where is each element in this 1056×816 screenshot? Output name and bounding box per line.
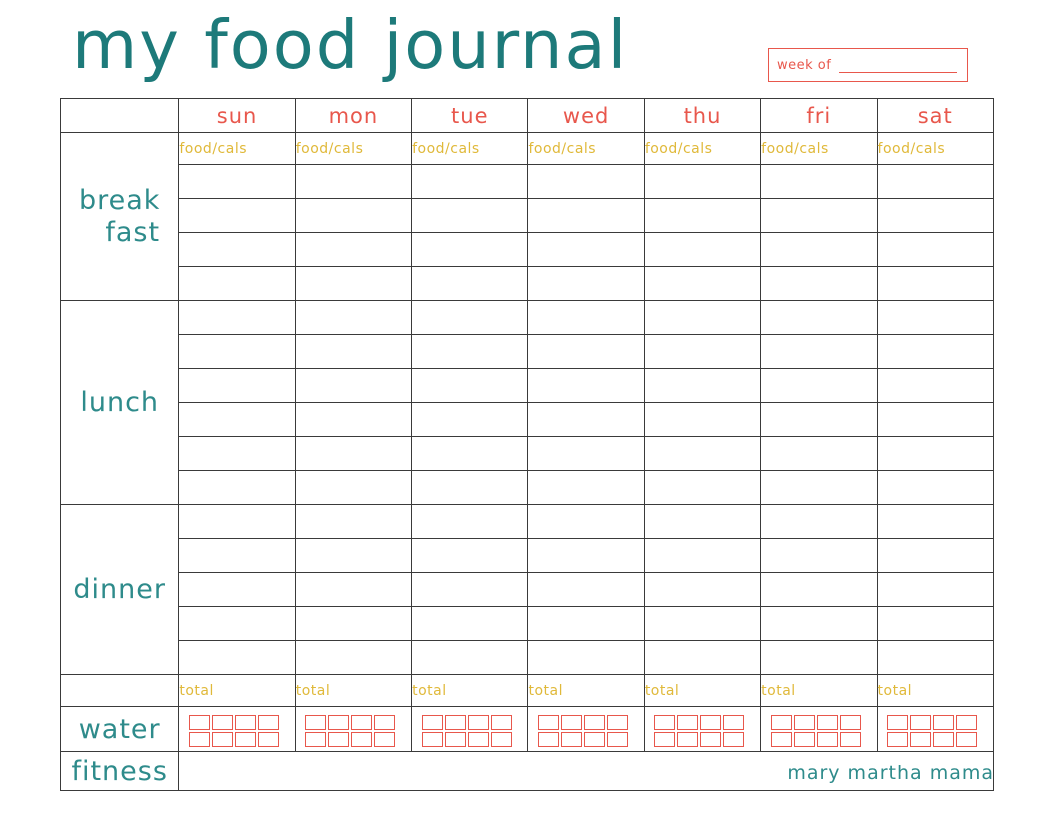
total-cell-sun[interactable]: total (179, 675, 295, 707)
meal-label-dinner (61, 505, 179, 675)
water-checkbox-group-wed (538, 715, 634, 747)
water-checkbox[interactable] (723, 732, 744, 747)
water-checkbox[interactable] (654, 715, 675, 730)
lunch-entry-cell-sat[interactable] (877, 471, 993, 505)
water-checkbox[interactable] (584, 715, 605, 730)
water-checkbox[interactable] (422, 732, 443, 747)
lunch-entry-cell-tue[interactable] (412, 437, 528, 471)
lunch-entry-cell-thu[interactable] (644, 471, 760, 505)
water-checkbox[interactable] (422, 715, 443, 730)
breakfast-foodcals-header-wed: food/cals (528, 133, 644, 165)
day-header-fri: fri (761, 99, 877, 133)
breakfast-entry-cell-tue[interactable] (412, 165, 528, 199)
breakfast-entry-cell-fri[interactable] (761, 233, 877, 267)
water-checkbox-group-sun (189, 715, 285, 747)
dinner-entry-cell-fri[interactable] (761, 607, 877, 641)
water-checkbox[interactable] (887, 715, 908, 730)
lunch-entry-row (61, 403, 994, 437)
lunch-entry-cell-sat[interactable] (877, 403, 993, 437)
total-cell-tue[interactable]: total (412, 675, 528, 707)
water-label: water (61, 707, 179, 752)
water-checkbox[interactable] (538, 715, 559, 730)
water-checkbox[interactable] (445, 732, 466, 747)
water-checkbox[interactable] (468, 715, 489, 730)
week-of-label: week of (777, 58, 832, 73)
dinner-entry-cell-sun[interactable] (179, 505, 295, 539)
water-checkbox[interactable] (189, 715, 210, 730)
breakfast-entry-cell-thu[interactable] (644, 199, 760, 233)
breakfast-entry-cell-fri[interactable] (761, 165, 877, 199)
meal-label-breakfast (61, 133, 179, 301)
dinner-entry-cell-sat[interactable] (877, 573, 993, 607)
water-checkbox[interactable] (933, 715, 954, 730)
breakfast-subheader-row (61, 133, 994, 165)
water-cell-sun (179, 707, 295, 752)
breakfast-entry-cell-mon[interactable] (295, 233, 411, 267)
dinner-entry-cell-fri[interactable] (761, 641, 877, 675)
water-checkbox[interactable] (817, 732, 838, 747)
dinner-entry-cell-sun[interactable] (179, 573, 295, 607)
water-checkbox[interactable] (700, 715, 721, 730)
breakfast-entry-cell-sun[interactable] (179, 199, 295, 233)
water-checkbox[interactable] (817, 715, 838, 730)
water-checkbox-group-fri (771, 715, 867, 747)
dinner-entry-cell-sun[interactable] (179, 539, 295, 573)
lunch-entry-cell-thu[interactable] (644, 301, 760, 335)
day-header-wed: wed (528, 99, 644, 133)
dinner-entry-cell-tue[interactable] (412, 573, 528, 607)
breakfast-entry-row (61, 233, 994, 267)
total-cell-mon[interactable]: total (295, 675, 411, 707)
breakfast-entry-cell-fri[interactable] (761, 199, 877, 233)
lunch-entry-cell-mon[interactable] (295, 369, 411, 403)
dinner-entry-row (61, 607, 994, 641)
dinner-entry-row (61, 505, 994, 539)
water-checkbox[interactable] (212, 732, 233, 747)
dinner-entry-cell-mon[interactable] (295, 641, 411, 675)
water-checkbox[interactable] (328, 715, 349, 730)
lunch-entry-cell-wed[interactable] (528, 335, 644, 369)
totals-row (61, 675, 994, 707)
breakfast-foodcals-header-sat: food/cals (877, 133, 993, 165)
water-cell-mon (295, 707, 411, 752)
water-checkbox[interactable] (794, 715, 815, 730)
lunch-entry-cell-thu[interactable] (644, 369, 760, 403)
lunch-entry-cell-sun[interactable] (179, 403, 295, 437)
water-checkbox[interactable] (677, 715, 698, 730)
day-header-sun: sun (179, 99, 295, 133)
header-corner-cell (61, 99, 179, 133)
dinner-entry-cell-thu[interactable] (644, 505, 760, 539)
dinner-entry-cell-mon[interactable] (295, 573, 411, 607)
water-checkbox[interactable] (374, 732, 395, 747)
breakfast-entry-cell-tue[interactable] (412, 267, 528, 301)
lunch-entry-cell-fri[interactable] (761, 369, 877, 403)
water-cell-fri (761, 707, 877, 752)
water-checkbox[interactable] (491, 732, 512, 747)
fitness-label: fitness (61, 752, 179, 791)
day-header-row (61, 99, 994, 133)
lunch-entry-row (61, 437, 994, 471)
water-checkbox[interactable] (794, 732, 815, 747)
lunch-entry-cell-fri[interactable] (761, 301, 877, 335)
dinner-entry-cell-sat[interactable] (877, 641, 993, 675)
day-header-thu: thu (644, 99, 760, 133)
dinner-entry-row (61, 573, 994, 607)
water-checkbox[interactable] (351, 732, 372, 747)
dinner-entry-cell-fri[interactable] (761, 539, 877, 573)
dinner-entry-cell-thu[interactable] (644, 607, 760, 641)
lunch-entry-cell-fri[interactable] (761, 471, 877, 505)
water-checkbox-group-tue (422, 715, 518, 747)
water-checkbox[interactable] (445, 715, 466, 730)
dinner-entry-row (61, 539, 994, 573)
lunch-entry-cell-tue[interactable] (412, 301, 528, 335)
lunch-entry-cell-fri[interactable] (761, 403, 877, 437)
breakfast-entry-cell-sun[interactable] (179, 165, 295, 199)
lunch-entry-cell-sat[interactable] (877, 369, 993, 403)
dinner-entry-cell-fri[interactable] (761, 573, 877, 607)
breakfast-entry-cell-thu[interactable] (644, 165, 760, 199)
water-checkbox[interactable] (887, 732, 908, 747)
water-checkbox[interactable] (910, 715, 931, 730)
week-of-field[interactable] (768, 48, 968, 82)
water-checkbox-group-mon (305, 715, 401, 747)
breakfast-foodcals-header-fri: food/cals (761, 133, 877, 165)
dinner-entry-cell-mon[interactable] (295, 539, 411, 573)
breakfast-entry-cell-sat[interactable] (877, 165, 993, 199)
water-checkbox[interactable] (840, 715, 861, 730)
lunch-entry-cell-sun[interactable] (179, 471, 295, 505)
lunch-entry-cell-thu[interactable] (644, 437, 760, 471)
lunch-entry-cell-mon[interactable] (295, 403, 411, 437)
water-checkbox[interactable] (305, 715, 326, 730)
breakfast-entry-cell-fri[interactable] (761, 267, 877, 301)
breakfast-entry-cell-wed[interactable] (528, 165, 644, 199)
dinner-entry-cell-sun[interactable] (179, 641, 295, 675)
breakfast-foodcals-header-tue: food/cals (412, 133, 528, 165)
dinner-entry-cell-mon[interactable] (295, 505, 411, 539)
breakfast-entry-cell-sun[interactable] (179, 233, 295, 267)
lunch-entry-cell-mon[interactable] (295, 437, 411, 471)
water-checkbox[interactable] (305, 732, 326, 747)
breakfast-foodcals-header-thu: food/cals (644, 133, 760, 165)
lunch-entry-row (61, 335, 994, 369)
water-checkbox[interactable] (538, 732, 559, 747)
lunch-entry-cell-fri[interactable] (761, 437, 877, 471)
title-row (0, 4, 1056, 90)
dinner-entry-cell-wed[interactable] (528, 573, 644, 607)
lunch-entry-cell-wed[interactable] (528, 301, 644, 335)
footer-credit: mary martha mama (787, 762, 994, 784)
breakfast-entry-cell-mon[interactable] (295, 199, 411, 233)
breakfast-entry-cell-sun[interactable] (179, 267, 295, 301)
lunch-entry-cell-sun[interactable] (179, 335, 295, 369)
water-checkbox[interactable] (561, 715, 582, 730)
lunch-entry-cell-fri[interactable] (761, 335, 877, 369)
lunch-entry-cell-tue[interactable] (412, 369, 528, 403)
day-header-sat: sat (877, 99, 993, 133)
meal-label-line1: dinner (73, 573, 166, 605)
water-checkbox[interactable] (258, 732, 279, 747)
week-of-input-line[interactable] (839, 72, 957, 73)
water-checkbox[interactable] (933, 732, 954, 747)
total-cell-fri[interactable]: total (761, 675, 877, 707)
water-checkbox[interactable] (723, 715, 744, 730)
water-checkbox[interactable] (607, 732, 628, 747)
dinner-entry-cell-sat[interactable] (877, 505, 993, 539)
breakfast-entry-cell-tue[interactable] (412, 199, 528, 233)
breakfast-entry-cell-thu[interactable] (644, 267, 760, 301)
dinner-entry-cell-sun[interactable] (179, 607, 295, 641)
lunch-entry-row (61, 471, 994, 505)
water-checkbox-group-sat (887, 715, 983, 747)
lunch-entry-cell-tue[interactable] (412, 471, 528, 505)
water-checkbox[interactable] (654, 732, 675, 747)
total-cell-wed[interactable]: total (528, 675, 644, 707)
lunch-entry-cell-mon[interactable] (295, 301, 411, 335)
breakfast-entry-cell-thu[interactable] (644, 233, 760, 267)
lunch-entry-row (61, 369, 994, 403)
water-checkbox[interactable] (607, 715, 628, 730)
day-header-mon: mon (295, 99, 411, 133)
breakfast-entry-cell-tue[interactable] (412, 233, 528, 267)
lunch-entry-cell-wed[interactable] (528, 437, 644, 471)
lunch-entry-cell-mon[interactable] (295, 335, 411, 369)
water-checkbox[interactable] (258, 715, 279, 730)
breakfast-entry-cell-sat[interactable] (877, 233, 993, 267)
lunch-entry-cell-thu[interactable] (644, 335, 760, 369)
meal-label-line2: fast (105, 216, 161, 248)
breakfast-foodcals-header-sun: food/cals (179, 133, 295, 165)
dinner-entry-cell-tue[interactable] (412, 641, 528, 675)
breakfast-entry-cell-mon[interactable] (295, 165, 411, 199)
water-checkbox[interactable] (235, 732, 256, 747)
water-checkbox[interactable] (561, 732, 582, 747)
day-header-tue: tue (412, 99, 528, 133)
water-checkbox[interactable] (910, 732, 931, 747)
totals-row-label-cell (61, 675, 179, 707)
lunch-entry-cell-sat[interactable] (877, 335, 993, 369)
dinner-entry-cell-sat[interactable] (877, 539, 993, 573)
water-checkbox[interactable] (956, 732, 977, 747)
water-cell-wed (528, 707, 644, 752)
dinner-entry-cell-tue[interactable] (412, 505, 528, 539)
water-checkbox[interactable] (584, 732, 605, 747)
dinner-entry-cell-thu[interactable] (644, 641, 760, 675)
lunch-entry-cell-wed[interactable] (528, 403, 644, 437)
water-checkbox[interactable] (189, 732, 210, 747)
water-checkbox[interactable] (840, 732, 861, 747)
dinner-entry-cell-sat[interactable] (877, 607, 993, 641)
meal-label-line1: break (78, 185, 161, 217)
breakfast-entry-row (61, 267, 994, 301)
water-checkbox[interactable] (771, 715, 792, 730)
water-checkbox[interactable] (328, 732, 349, 747)
lunch-entry-cell-sat[interactable] (877, 301, 993, 335)
lunch-entry-cell-sat[interactable] (877, 437, 993, 471)
dinner-entry-cell-tue[interactable] (412, 607, 528, 641)
water-cell-tue (412, 707, 528, 752)
lunch-entry-cell-thu[interactable] (644, 403, 760, 437)
water-checkbox[interactable] (956, 715, 977, 730)
water-checkbox[interactable] (491, 715, 512, 730)
breakfast-entry-cell-wed[interactable] (528, 267, 644, 301)
lunch-entry-cell-tue[interactable] (412, 335, 528, 369)
water-checkbox[interactable] (374, 715, 395, 730)
journal-table (60, 98, 994, 791)
water-checkbox[interactable] (700, 732, 721, 747)
dinner-entry-cell-mon[interactable] (295, 607, 411, 641)
lunch-entry-cell-mon[interactable] (295, 471, 411, 505)
lunch-entry-cell-tue[interactable] (412, 403, 528, 437)
water-cell-thu (644, 707, 760, 752)
lunch-entry-cell-sun[interactable] (179, 369, 295, 403)
dinner-entry-cell-wed[interactable] (528, 505, 644, 539)
breakfast-entry-row (61, 199, 994, 233)
breakfast-entry-cell-mon[interactable] (295, 267, 411, 301)
lunch-entry-row (61, 301, 994, 335)
breakfast-foodcals-header-mon: food/cals (295, 133, 411, 165)
lunch-entry-cell-sun[interactable] (179, 437, 295, 471)
dinner-entry-cell-thu[interactable] (644, 573, 760, 607)
water-checkbox[interactable] (468, 732, 489, 747)
breakfast-entry-cell-wed[interactable] (528, 233, 644, 267)
lunch-entry-cell-wed[interactable] (528, 369, 644, 403)
meal-label-lunch (61, 301, 179, 505)
water-checkbox[interactable] (771, 732, 792, 747)
total-cell-sat[interactable]: total (877, 675, 993, 707)
water-checkbox[interactable] (212, 715, 233, 730)
breakfast-entry-row (61, 165, 994, 199)
breakfast-entry-cell-sat[interactable] (877, 199, 993, 233)
total-cell-thu[interactable]: total (644, 675, 760, 707)
dinner-entry-cell-tue[interactable] (412, 539, 528, 573)
water-row (61, 707, 994, 752)
dinner-entry-cell-wed[interactable] (528, 641, 644, 675)
water-checkbox[interactable] (677, 732, 698, 747)
water-checkbox[interactable] (351, 715, 372, 730)
water-checkbox-group-thu (654, 715, 750, 747)
dinner-entry-cell-fri[interactable] (761, 505, 877, 539)
dinner-entry-cell-wed[interactable] (528, 539, 644, 573)
dinner-entry-cell-wed[interactable] (528, 607, 644, 641)
page-title: my food journal (72, 6, 629, 84)
water-checkbox[interactable] (235, 715, 256, 730)
lunch-entry-cell-sun[interactable] (179, 301, 295, 335)
dinner-entry-cell-thu[interactable] (644, 539, 760, 573)
breakfast-entry-cell-wed[interactable] (528, 199, 644, 233)
breakfast-entry-cell-sat[interactable] (877, 267, 993, 301)
meal-label-line1: lunch (80, 386, 160, 418)
lunch-entry-cell-wed[interactable] (528, 471, 644, 505)
water-cell-sat (877, 707, 993, 752)
dinner-entry-row (61, 641, 994, 675)
